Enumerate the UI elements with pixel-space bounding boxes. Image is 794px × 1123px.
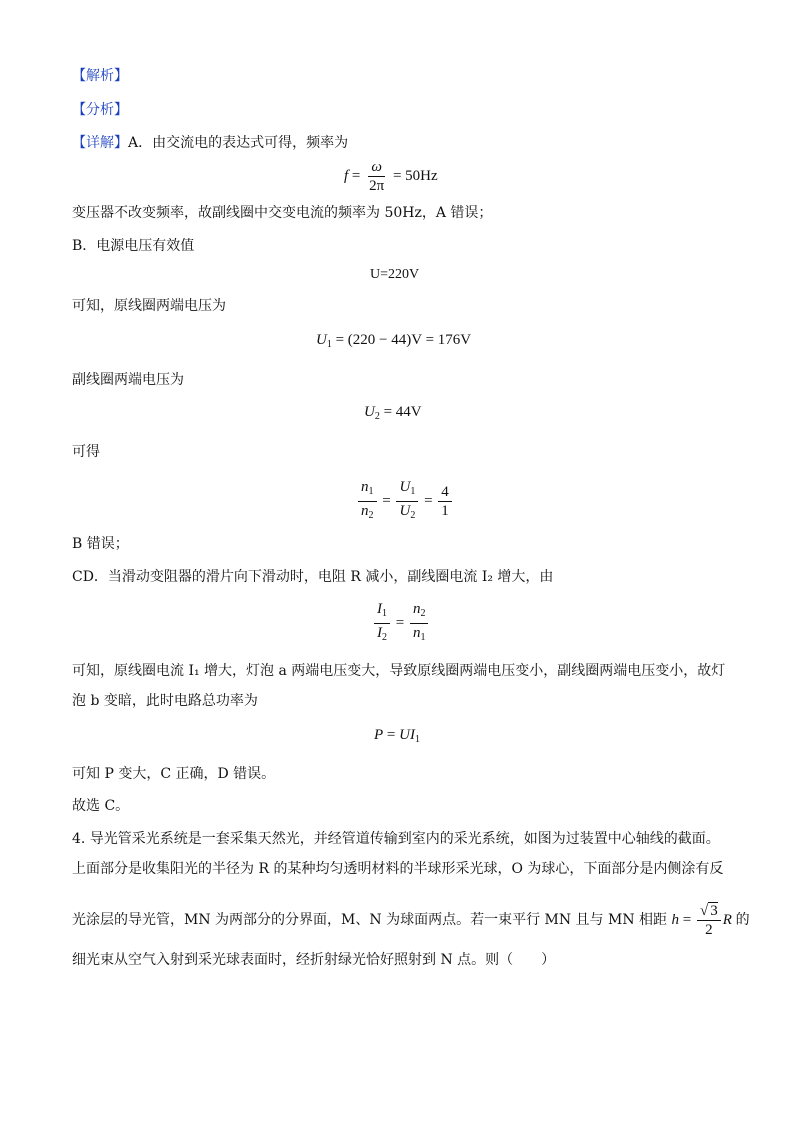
paragraph: 副线圈两端电压为 [72,372,184,388]
equation-u1 [316,330,471,355]
detail-line-1 [72,133,348,153]
fraction: $\frac{n_1}{n_2}$ [358,478,377,525]
equation-frequency: f = $\frac{\omega}{2\pi}$ = 50Hz [344,159,438,194]
eq-den: 2 [705,922,713,938]
eq-symbol: P [374,727,384,743]
eq-rhs: = (220 − 44)V = 176V [335,332,472,348]
eq-symbol: I [377,625,382,641]
equation-voltage: U=220V [370,267,420,282]
fraction: $\frac{U_1}{U_2}$ [396,478,418,525]
equation-turns-ratio: $\frac{n_1}{n_2}$ = $\frac{U_1}{U_2}$ = $\frac{4}{1}$ [356,478,454,525]
question-4-line-3 [72,902,750,939]
sqrt-symbol: √ 3 [699,903,718,919]
question-4-line-4: 细光束从空气入射到采光球表面时，经折射绿光恰好照射到 N 点。则（ ） [72,952,556,968]
paragraph: 泡 b 变暗，此时电路总功率为 [72,693,258,709]
paragraph: 故选 C。 [72,798,130,814]
equation-u2 [364,402,422,427]
fraction [697,902,721,939]
paragraph: 可知，原线圈电流 I₁ 增大，灯泡 a 两端电压变大，导致原线圈两端电压变小，副线圈两端电压变小，故灯 [72,663,726,679]
text: 光涂层的导光管，MN 为两部分的分界面，M、N 为球面两点。若一束平行 MN 且与 MN 相距 [72,911,668,928]
eq-symbol: U [316,332,327,348]
eq-sub: 1 [326,339,332,350]
fraction [366,158,387,195]
eq-symbol: I [377,601,382,617]
eq-den: 1 [441,503,449,519]
eq-symbol: n [412,625,421,641]
fraction [438,483,452,520]
equation-distance: h = $\frac{√ 3}{2}$ R [671,903,732,938]
eq-symbol: h [671,911,679,928]
eq-rhs: = 44V [383,404,422,420]
fraction: $\frac{I_1}{I_2}$ [374,600,390,647]
paragraph: 变压器不改变频率，故副线圈中交变电流的频率为 50Hz，A 错误； [72,205,493,221]
eq-den: 2π [369,178,385,194]
paragraph: B 错误； [72,536,129,552]
text: 的 [735,911,750,928]
paragraph: 可得 [72,444,100,460]
eq-symbol: R [722,911,732,928]
paragraph: 可知 P 变大，C 正确，D 错误。 [72,766,276,782]
eq-symbol: f [344,167,349,184]
paragraph: CD．当滑动变阻器的滑片向下滑动时，电阻 R 减小，副线圈电流 I₂ 增大，由 [72,569,554,585]
eq-symbol: n [361,479,369,495]
fraction: $\frac{n_2}{n_1}$ [410,600,429,647]
eq-symbol: n [412,601,421,617]
equation-current-ratio: $\frac{I_1}{I_2}$ = $\frac{n_2}{n_1}$ [372,600,430,647]
eq-num: 3 [710,903,718,919]
analysis-sub-header: 【分析】 [72,102,128,118]
eq-symbol: U [364,404,375,420]
detail-header: 【详解】 [72,135,128,151]
paragraph: 可知，原线圈两端电压为 [72,298,226,314]
eq-num: 4 [438,483,452,502]
analysis-header: 【解析】 [72,68,128,84]
question-4-line-1: 4. 导光管采光系统是一套采集天然光，并经管道传输到室内的采光系统，如图为过装置中心轴线的截面。 [72,831,720,847]
paragraph: B．电源电压有效值 [72,238,195,254]
detail-text: A．由交流电的表达式可得，频率为 [128,135,349,151]
eq-symbol: n [361,503,369,519]
eq-symbol: U [399,479,411,495]
equation-power: $P = UI_1$ [374,727,420,745]
eq-symbol: U [399,503,411,519]
eq-symbol: UI [399,727,415,743]
question-4-line-2: 上面部分是收集阳光的半径为 R 的某种均匀透明材料的半球形采光球，O 为球心，下面部分是内侧涂有反 [72,861,724,877]
eq-sub: 2 [374,411,380,422]
eq-num: ω [371,159,382,175]
eq-rhs: = 50Hz [392,167,438,184]
